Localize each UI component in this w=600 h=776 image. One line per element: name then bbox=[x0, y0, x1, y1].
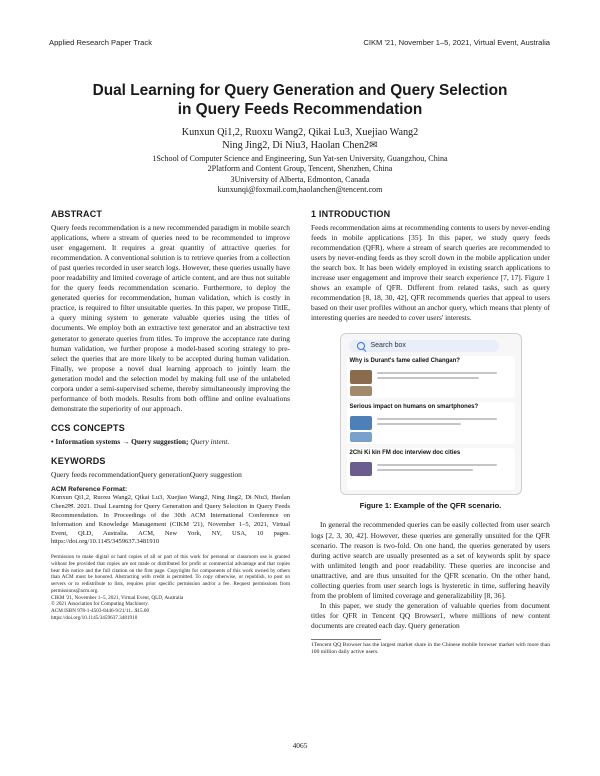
affiliation-1: 1School of Computer Science and Engineering, Sun Yat-sen University, Guangzhou, China bbox=[152, 154, 448, 163]
permission-doi: https://doi.org/10.1145/3459637.3481910 bbox=[51, 614, 138, 621]
introduction-heading: 1 INTRODUCTION bbox=[311, 209, 391, 219]
title-line-1: Dual Learning for Query Generation and Query Selection bbox=[92, 82, 508, 99]
permission-isbn: ACM ISBN 978-1-4503-8446-9/21/11...$15.00 bbox=[51, 608, 150, 614]
thumbnail-image-1 bbox=[350, 370, 372, 384]
text-lines-2 bbox=[377, 416, 497, 428]
permission-copyright: © 2021 Association for Computing Machinery. bbox=[51, 601, 149, 608]
footnote-rule bbox=[311, 639, 381, 640]
running-header-left: Applied Research Paper Track bbox=[49, 38, 152, 47]
permission-notice: Permission to make digital or hard copies of all or part of this work for personal or classroom use is granted without fee provided that copies are not made or distributed for profit or commercial advantage and that copies bear this notice and the full citation on the first page. Copyrights for components of this work owned by others than ACM must be honored. Abstracting with credit is permitted. To copy otherwise, or republish, to post on servers or to redistribute to lists, requires prior specific permission and/or a fee. Request permissions from permissions@acm.org. bbox=[51, 554, 290, 594]
affiliation-2: 2Platform and Content Group, Tencent, Shenzhen, China bbox=[207, 164, 393, 174]
ccs-heading: CCS CONCEPTS bbox=[51, 422, 125, 433]
acm-reference-text: Kunxun Qi1,2, Ruoxu Wang2, Qikai Lu3, Xuejiao Wang2, Ning Jing2, Di Niu3, Haolan Chen2✉. 2021. Dual Learning for Query Generation and Query Selection in Query Feeds Recommendation. In Proceedings of the 30th ACM International Conference on Information and Knowledge Management (CIKM '21), November 1–5, 2021, Virtual Event, QLD, Australia. ACM, New York, NY, USA, 10 pages. https://doi.org/10.1145/3459637.3481910 bbox=[51, 493, 290, 546]
page-number: 4065 bbox=[292, 741, 308, 750]
paper-title bbox=[60, 81, 540, 119]
figure-1-screenshot bbox=[340, 333, 522, 495]
figure-caption: Figure 1: Example of the QFR scenario. bbox=[359, 501, 502, 511]
acm-reference-heading: ACM Reference Format: bbox=[51, 485, 128, 493]
query-card-2[interactable] bbox=[347, 402, 515, 444]
author-emails: kunxunqi@foxmail.com,haolanchen@tencent.com bbox=[217, 185, 383, 195]
search-placeholder: Search box bbox=[370, 342, 406, 350]
authors-line-1: Kunxun Qi1,2, Ruoxu Wang2, Qikai Lu3, Xuejiao Wang2 bbox=[181, 127, 419, 138]
query-text-2: Serious impact on humans on smartphones? bbox=[349, 404, 479, 411]
query-text-3: 2Chi Ki kin FM doc interview doc cities bbox=[349, 450, 461, 457]
ccs-concepts bbox=[51, 437, 290, 447]
keywords-heading: KEYWORDS bbox=[51, 455, 106, 466]
abstract-heading: ABSTRACT bbox=[51, 209, 103, 219]
affiliations bbox=[80, 154, 520, 196]
left-column bbox=[51, 209, 290, 621]
running-header-right: CIKM '21, November 1–5, 2021, Virtual Event, Australia bbox=[363, 38, 550, 47]
intro-paragraph-1: Feeds recommendation aims at recommending contents to users by never-ending feeds in mobile applications [35]. In this paper, we study query feeds recommendation (QFR), where a stream of search queries are recommended to users by never-ending feeds as they scroll down in the mobile application under the search box. It has been widely employed in existing search applications to increase user engagement and improve their search experience [7, 17]. Figure 1 shows an example of QFR. Different from related tasks, such as query recommendation [8, 18, 30, 42], QFR recommends queries that appeal to users based on their user profiles without an anchor query, which means that plenty of interesting queries are needed to cover users' interests. bbox=[311, 223, 550, 323]
intro-paragraph-3: In this paper, we study the generation of valuable queries from document titles for QFR in Tencent QQ Browser1, where millions of new content documents are created each day. Query generation bbox=[311, 600, 550, 630]
text-lines-3 bbox=[377, 462, 497, 474]
thumbnail-image-1b bbox=[350, 386, 372, 396]
intro-paragraph-2: In general the recommended queries can be easily collected from user search logs [2, 3, 30, 42]. However, these queries are generally unsuited for the QFR scenario. The reason is two-fold. On one hand, the queries generated by users during active search are usually presented as a set of keywords split by space with unlimited length and poor readability. These queries are inconcise and unattractive, and are thus unsuited for the QFR scenario. On the other hand, collecting queries from user search logs is hysteretic in time, suffering heavily from the problem of limited coverage and generalizability [8, 36]. bbox=[311, 520, 550, 600]
query-text-1: Why is Durant's fame called Changan? bbox=[349, 358, 460, 365]
authors-line-2: Ning Jing2, Di Niu3, Haolan Chen2✉ bbox=[222, 139, 378, 151]
title-line-2: in Query Feeds Recommendation bbox=[177, 101, 423, 118]
thumbnail-image-2b bbox=[350, 432, 372, 442]
query-card-3[interactable] bbox=[347, 448, 515, 490]
permission-block bbox=[51, 554, 290, 621]
permission-conference: CIKM '21, November 1–5, 2021, Virtual Event, QLD, Australia bbox=[51, 594, 184, 601]
author-list bbox=[80, 127, 520, 152]
thumbnail-image-2 bbox=[350, 416, 372, 430]
right-column bbox=[311, 209, 550, 657]
search-box[interactable] bbox=[349, 340, 499, 352]
keywords-text: Query feeds recommendationQuery generationQuery suggestion bbox=[51, 469, 242, 479]
ccs-bullet: • Information systems → Query suggestion; bbox=[51, 436, 189, 446]
ccs-italic: Query intent. bbox=[190, 436, 230, 446]
text-lines-1 bbox=[377, 370, 497, 382]
footnote-text: 1Tencent QQ Browser has the largest market share in the Chinese mobile browser market with more than 100 million daily active users. bbox=[311, 641, 550, 656]
query-card-1[interactable] bbox=[347, 356, 515, 398]
affiliation-3: 3University of Alberta, Edmonton, Canada bbox=[230, 174, 370, 184]
search-icon bbox=[357, 342, 365, 350]
thumbnail-image-3 bbox=[350, 462, 372, 476]
abstract-text: Query feeds recommendation is a new recommended paradigm in mobile search applications, where a stream of queries need to be recommended to improve user engagement. It requires a great quantity of attractive queries for recommendation. A conventional solution is to retrieve queries from a collection of past queries recorded in user search logs. However, these queries usually have poor readability and limited coverage of article content, and are thus not suitable for the query feeds recommendation scenario. Furthermore, to deploy the generated queries for recommendation, human validation, which is costly in practice, is required to filter unsuitable queries. In this paper, we propose TitIE, a query mining system to generate valuable queries using the titles of documents. We employ both an extractive text generator and an abstractive text generator to generate queries from titles. To improve the acceptance rate during human validation, we further propose a model-based scoring strategy to pre-select the queries that are more likely to be accepted during human validation. Finally, we propose a novel dual learning approach to jointly learn the generation model and the selection model by making full use of the unlabeled corpora under a semi-supervised scheme, thereby simultaneously improving the performance of both models. Results from both offline and online evaluations demonstrate the superiority of our approach. bbox=[51, 223, 290, 413]
